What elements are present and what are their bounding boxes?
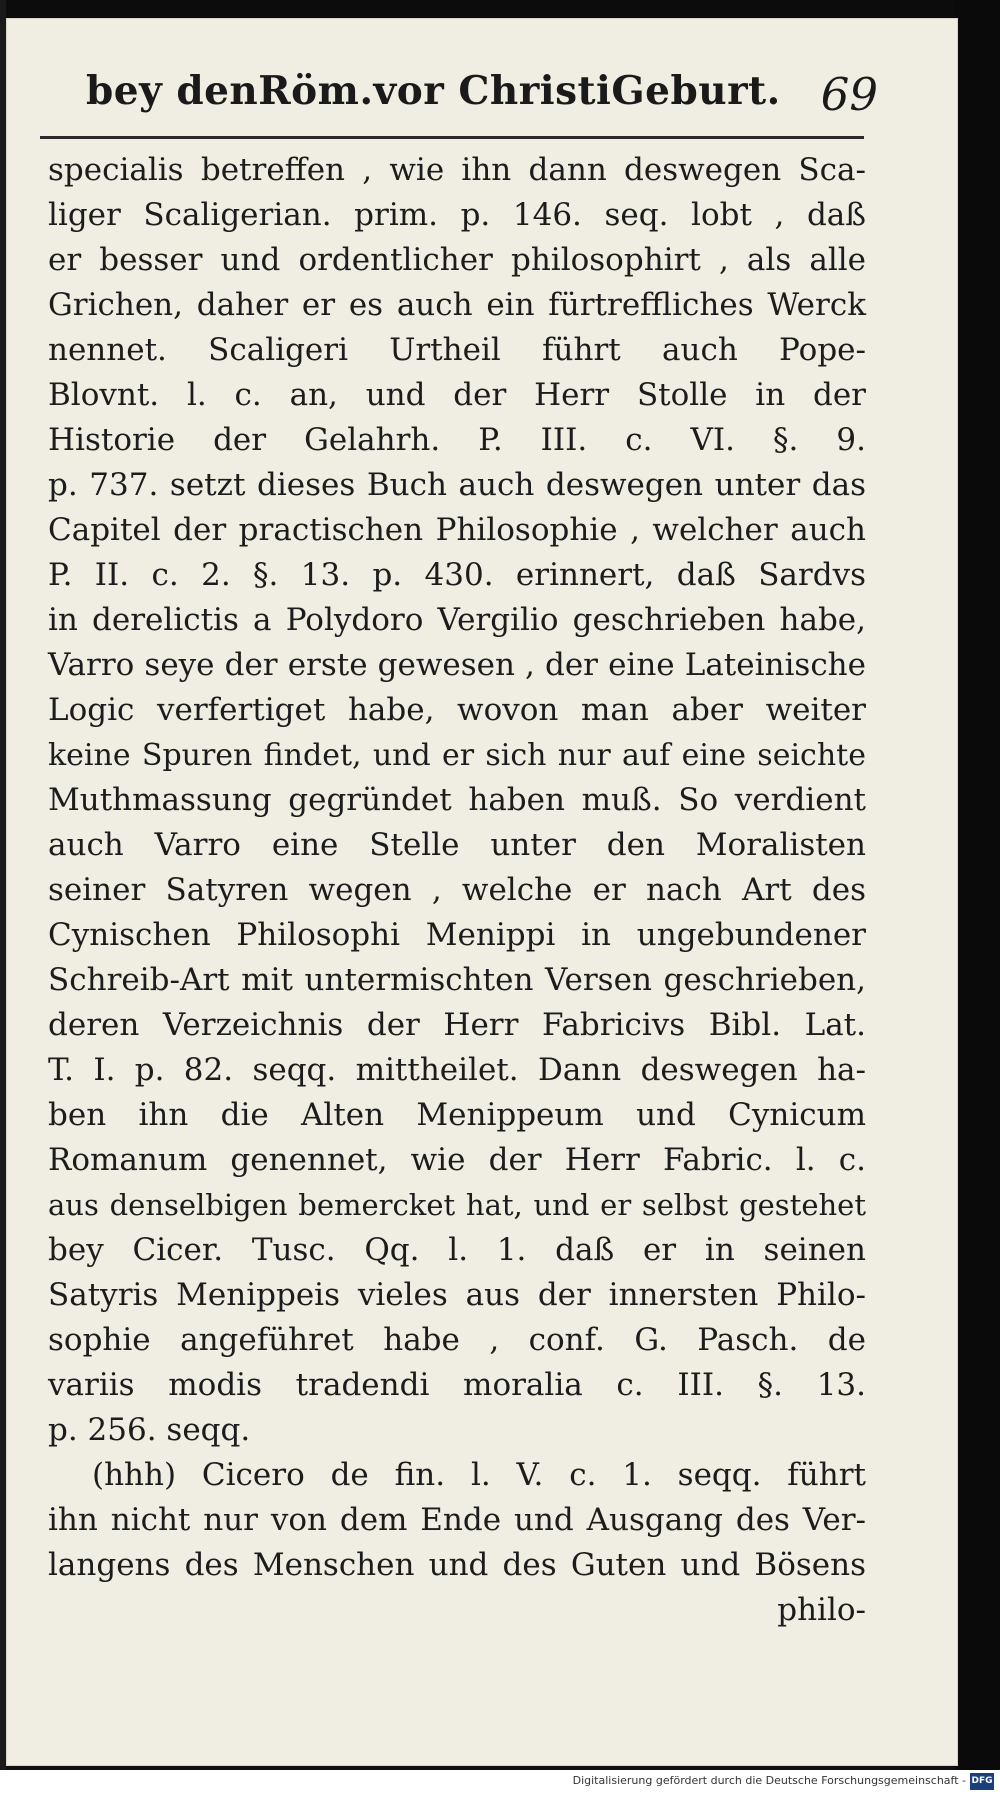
- text-line: sophie angeführet habe , conf. G. Pasch. de: [48, 1322, 866, 1358]
- text-line: Logic verfertiget habe, wovon man aber weiter: [48, 692, 866, 728]
- body-text: [48, 148, 866, 1633]
- scan-frame-top: [0, 0, 1000, 18]
- text-line: ihn nicht nur von dem Ende und Ausgang des Ver-: [48, 1502, 866, 1538]
- text-line: Schreib-Art mit untermischten Versen geschrieben,: [48, 962, 866, 998]
- text-line: T. I. p. 82. seqq. mittheilet. Dann deswegen ha-: [48, 1052, 866, 1088]
- text-line: Blovnt. l. c. an, und der Herr Stolle in der: [48, 377, 866, 413]
- text-line: Grichen, daher er es auch ein fürtreffliches Werck: [48, 287, 866, 323]
- text-line: auch Varro eine Stelle unter den Moralisten: [48, 827, 866, 863]
- digitization-footer: [0, 1770, 1000, 1795]
- text-line: seiner Satyren wegen , welche er nach Art des: [48, 872, 866, 908]
- text-line: er besser und ordentlicher philosophirt , als alle: [48, 242, 866, 278]
- text-line: aus denselbigen bemercket hat, und er selbst gestehet: [48, 1188, 866, 1222]
- text-line: Capitel der practischen Philosophie , welcher auch: [48, 512, 866, 548]
- text-line: ben ihn die Alten Menippeum und Cynicum: [48, 1097, 866, 1133]
- page-header: [86, 68, 878, 130]
- text-line: Romanum genennet, wie der Herr Fabric. l. c.: [48, 1142, 866, 1178]
- text-line: langens des Menschen und des Guten und Bösens: [48, 1547, 866, 1583]
- header-rule: [40, 136, 864, 139]
- text-line: Muthmassung gegründet haben muß. So verdient: [48, 782, 866, 818]
- text-line: P. II. c. 2. §. 13. p. 430. erinnert, daß Sardvs: [48, 557, 866, 593]
- running-head: bey denRöm.vor ChristiGeburt.: [86, 68, 781, 114]
- dfg-logo: DFG: [970, 1773, 994, 1790]
- catchword: philo-: [777, 1592, 866, 1628]
- text-line: nennet. Scaligeri Urtheil führt auch Pope-: [48, 332, 866, 368]
- text-line: bey Cicer. Tusc. Qq. l. 1. daß er in seinen: [48, 1232, 866, 1268]
- text-line: in derelictis a Polydoro Vergilio geschrieben habe,: [48, 602, 866, 638]
- scan-frame-right: [955, 0, 1000, 1795]
- text-line: deren Verzeichnis der Herr Fabricivs Bibl. Lat.: [48, 1007, 866, 1043]
- text-line: Historie der Gelahrh. P. III. c. VI. §. 9.: [48, 422, 866, 458]
- footer-credit: Digitalisierung gefördert durch die Deutsche Forschungsgemeinschaft -: [572, 1774, 966, 1787]
- text-line: variis modis tradendi moralia c. III. §. 13.: [48, 1367, 866, 1403]
- text-line: Satyris Menippeis vieles aus der innersten Philo-: [48, 1277, 866, 1313]
- text-line: Cynischen Philosophi Menippi in ungebundener: [48, 917, 866, 953]
- text-line: Varro seye der erste gewesen , der eine Lateinische: [48, 647, 866, 683]
- text-line: liger Scaligerian. prim. p. 146. seq. lobt , daß: [48, 197, 866, 233]
- text-line: p. 737. setzt dieses Buch auch deswegen unter das: [48, 467, 866, 503]
- text-line: specialis betreffen , wie ihn dann deswegen Sca-: [48, 152, 866, 188]
- page-number: 69: [820, 68, 878, 121]
- footnote-line: (hhh) Cicero de fin. l. V. c. 1. seqq. führt: [92, 1457, 866, 1493]
- text-line: p. 256. seqq.: [48, 1412, 251, 1448]
- text-line: keine Spuren findet, und er sich nur auf eine seichte: [48, 738, 866, 773]
